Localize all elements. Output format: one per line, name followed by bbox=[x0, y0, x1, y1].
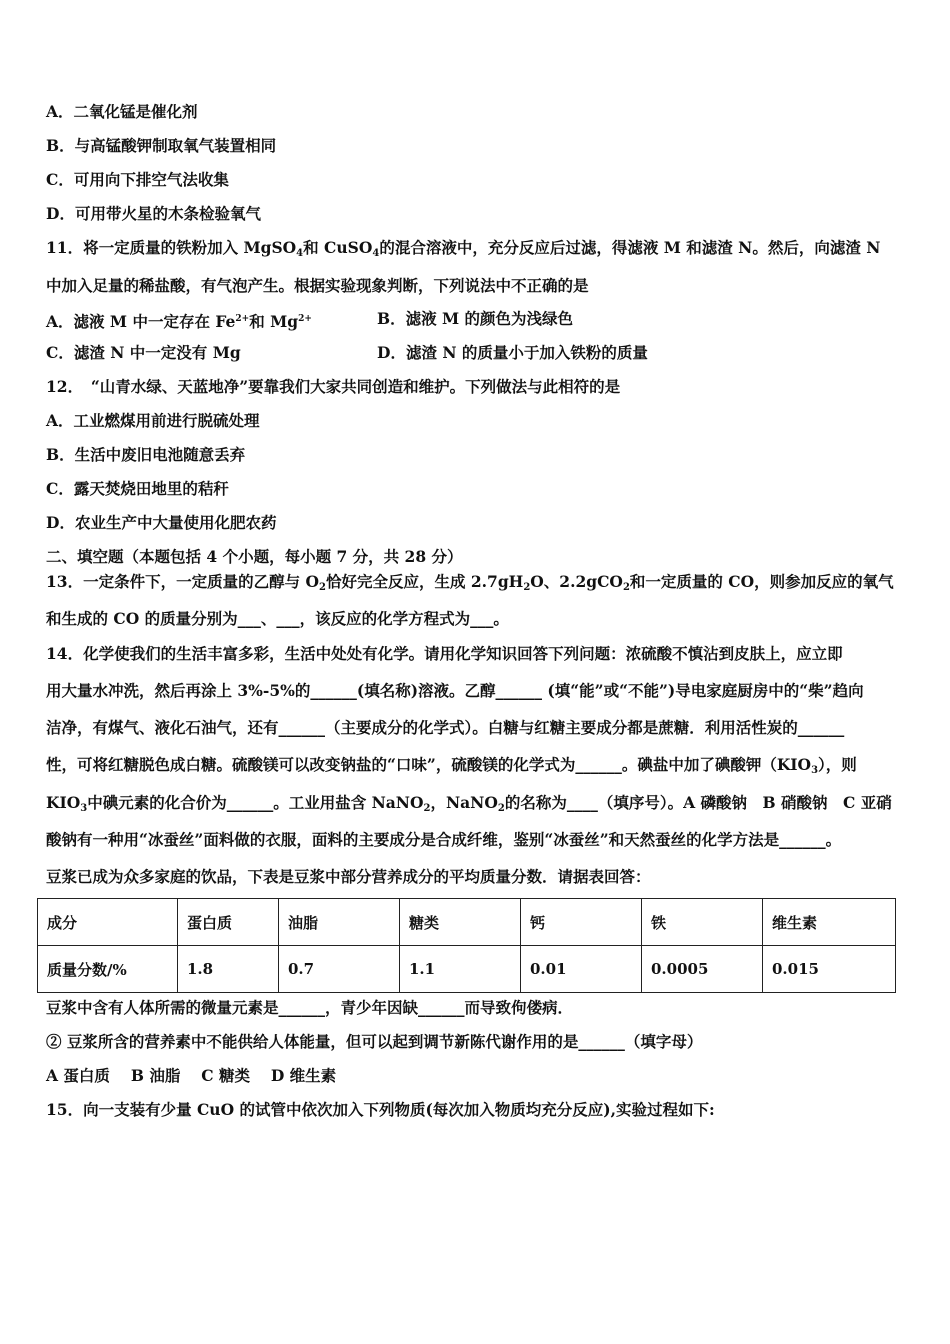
q10-option-d: D．可用带火星的木条检验氧气 bbox=[46, 204, 261, 223]
q14-line3: 洁净，有煤气、液化石油气，还有______（主要成分的化学式）。白糖与红糖主要成分都是蔗糖．利用活性炭的______ bbox=[46, 718, 845, 737]
q10-option-b: B．与高锰酸钾制取氧气装置相同 bbox=[46, 136, 277, 155]
q12-option-c: C．露天焚烧田地里的秸秆 bbox=[46, 479, 229, 498]
after-table-line3: A 蛋白质 B 油脂 C 糖类 D 维生素 bbox=[46, 1066, 337, 1085]
q12-stem: 12． “山青水绿、天蓝地净”要靠我们大家共同创造和维护。下列做法与此相符的是 bbox=[46, 377, 621, 396]
q14-line7: 豆浆已成为众多家庭的饮品，下表是豆浆中部分营养成分的平均质量分数．请据表回答： bbox=[46, 867, 651, 886]
q14-line5: $KIO_3$中碘元素的化合价为______。工业用盐含 NaNO$_2$，NaNO$_2$的名称为____（填序号）。A 磷酸钠 B 硝酸钠 C 亚硝 bbox=[46, 793, 892, 814]
q11-stem-line1: 11．将一定质量的铁粉加入 MgSO$_4$和 CuSO$_4$的混合溶液中，充分反应后过滤，得滤液 M 和滤渣 N。然后，向滤渣 N bbox=[46, 238, 881, 259]
after-table-line2: ② 豆浆所含的营养素中不能供给人体能量，但可以起到调节新陈代谢作用的是______（填字母） bbox=[46, 1032, 703, 1051]
q14-line4: 性，可将红糖脱色成白糖。硫酸镁可以改变钠盐的“口味”，硫酸镁的化学式为______。碘盐中加了碘酸钾$(KIO_3)$，则 bbox=[46, 755, 857, 776]
table-cell: 1.1 bbox=[400, 946, 521, 993]
q12-option-a: A．工业燃煤用前进行脱硫处理 bbox=[46, 411, 260, 430]
table-header-cell: 维生素 bbox=[763, 899, 896, 946]
section-heading: 二、填空题（本题包括 4 个小题，每小题 7 分，共 28 分） bbox=[46, 547, 463, 566]
q11-option-a: A．滤液 M 中一定存在 $Fe^{2+}$和 $Mg^{2+}$ bbox=[46, 312, 312, 331]
table-cell: 0.0005 bbox=[642, 946, 763, 993]
q11-stem-line2: 中加入足量的稀盐酸，有气泡产生。根据实验现象判断，下列说法中不正确的是 bbox=[46, 276, 589, 295]
q11-option-c: C．滤渣 N 中一定没有 Mg bbox=[46, 343, 241, 362]
table-header-cell: 铁 bbox=[642, 899, 763, 946]
q13-stem-line2: 和生成的 CO 的质量分别为___、___，该反应的化学方程式为___。 bbox=[46, 609, 509, 628]
table-header-row bbox=[38, 899, 896, 946]
nutrition-table bbox=[37, 898, 896, 993]
q14-line1: 14．化学使我们的生活丰富多彩，生活中处处有化学。请用化学知识回答下列问题：浓硫酸不慎沾到皮肤上，应立即 bbox=[46, 644, 843, 663]
after-table-line1: 豆浆中含有人体所需的微量元素是______，青少年因缺______而导致佝偻病． bbox=[46, 998, 574, 1017]
q14-line6: 酸钠有一种用“冰蚕丝”面料做的衣服，面料的主要成分是合成纤维，鉴别“冰蚕丝”和天然蚕丝的化学方法是______。 bbox=[46, 830, 842, 849]
table-header-cell: 钙 bbox=[521, 899, 642, 946]
q15-stem: 15．向一支装有少量 CuO 的试管中依次加入下列物质(每次加入物质均充分反应),实验过程如下: bbox=[46, 1100, 715, 1119]
table-row bbox=[38, 946, 896, 993]
q12-option-b: B．生活中废旧电池随意丢弃 bbox=[46, 445, 246, 464]
table-cell: 质量分数/% bbox=[38, 946, 178, 993]
table-header-cell: 蛋白质 bbox=[178, 899, 279, 946]
q11-option-d: D．滤渣 N 的质量小于加入铁粉的质量 bbox=[377, 343, 648, 362]
q12-option-d: D．农业生产中大量使用化肥农药 bbox=[46, 513, 277, 532]
table-cell: 0.01 bbox=[521, 946, 642, 993]
q14-line2: 用大量水冲洗，然后再涂上 3%-5%的______(填名称)溶液。乙醇______ (填“能”或“不能”)导电家庭厨房中的“柴”趋向 bbox=[46, 681, 864, 700]
table-header-cell: 糖类 bbox=[400, 899, 521, 946]
table-header-cell: 油脂 bbox=[279, 899, 400, 946]
table-cell: 0.015 bbox=[763, 946, 896, 993]
table-header-cell: 成分 bbox=[38, 899, 178, 946]
q10-option-a: A．二氧化锰是催化剂 bbox=[46, 102, 198, 121]
q13-stem-line1: 13．一定条件下，一定质量的乙醇与 $O_2$恰好完全反应，生成 $2.7gH_2O$、2.2gCO$_2$和一定质量的 CO，则参加反应的氧气 bbox=[46, 572, 894, 593]
table-cell: 1.8 bbox=[178, 946, 279, 993]
q11-option-b: B．滤液 M 的颜色为浅绿色 bbox=[377, 309, 574, 328]
q10-option-c: C．可用向下排空气法收集 bbox=[46, 170, 229, 189]
table-cell: 0.7 bbox=[279, 946, 400, 993]
